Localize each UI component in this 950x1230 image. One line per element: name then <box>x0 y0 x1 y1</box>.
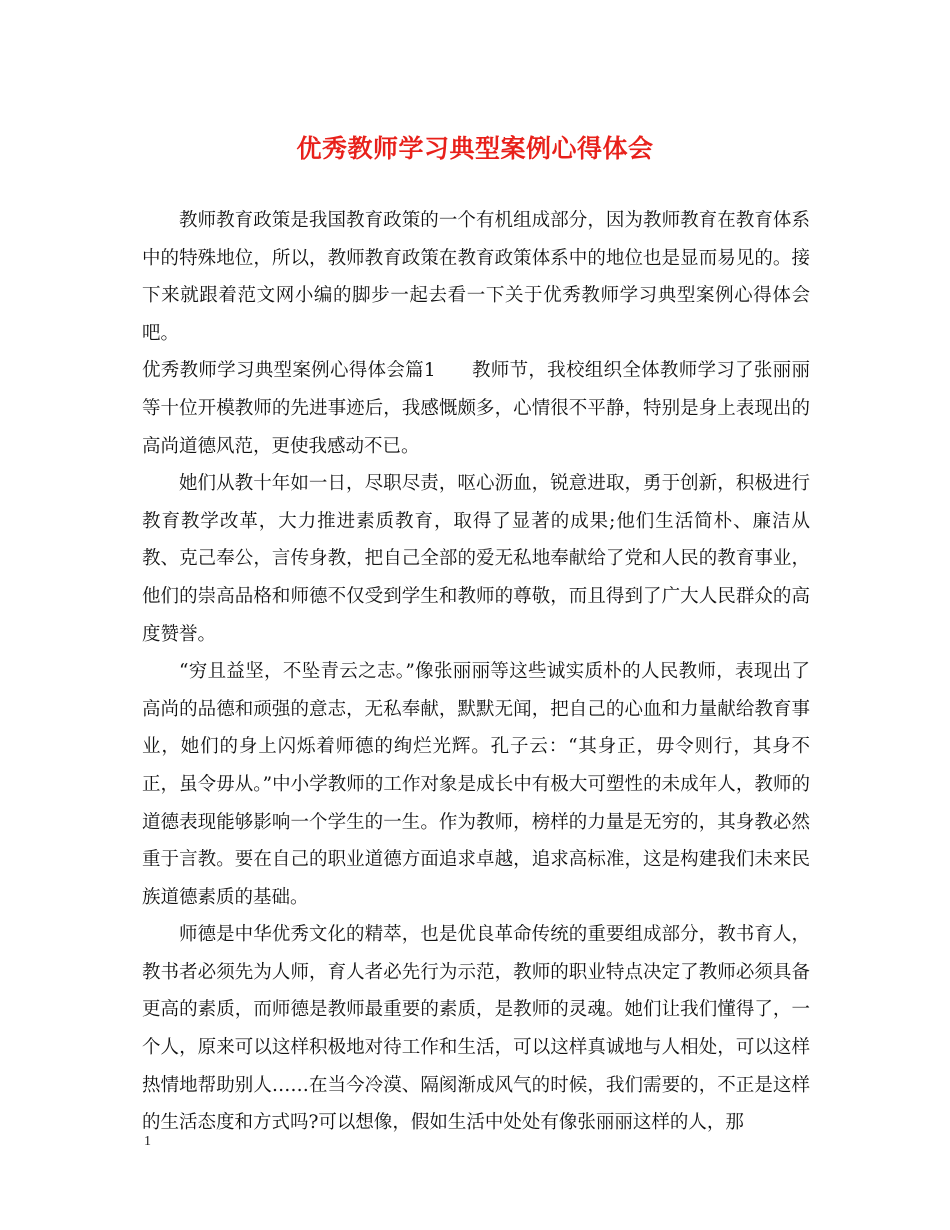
body-paragraph: 师德是中华优秀文化的精萃，也是优良革命传统的重要组成部分，教书育人，教书者必须先为人师，育人者必先行为示范，教师的职业特点决定了教师必须具备更高的素质，而师德是教师最重要的素质，是教师的灵魂。她们让我们懂得了，一个人，原来可以这样积极地对待工作和生活，可以这样真诚地与人相处，可以这样热情地帮助别人……在当今冷漠、隔阂渐成风气的时候，我们需要的，不正是这样的生活态度和方式吗?可以想像，假如生活中处处有像张丽丽这样的人，那 <box>142 924 810 1134</box>
body-paragraph: 她们从教十年如一日，尽职尽责，呕心沥血，锐意进取，勇于创新，积极进行教育教学改革，大力推进素质教育，取得了显著的成果;他们生活简朴、廉洁从教、克己奉公，言传身教，把自己全部的爱无私地奉献给了党和人民的教育事业，他们的崇高品格和师德不仅受到学生和教师的尊敬，而且得到了广大人民群众的高度赞誉。 <box>142 473 810 645</box>
page-number: 1 <box>144 1134 151 1149</box>
document-body <box>142 202 810 1142</box>
section-heading: 优秀教师学习典型案例心得体会篇1 <box>142 360 436 382</box>
section-first-paragraph: 教师节，我校组织全体教师学习了张丽丽等十位开模教师的先进事迹后，我感慨颇多，心情很不平静，特别是身上表现出的高尚道德风范，更使我感动不已。 <box>142 360 810 457</box>
body-paragraph: “穷且益坚，不坠青云之志。”像张丽丽等这些诚实质朴的人民教师，表现出了高尚的品德和顽强的意志，无私奉献，默默无闻，把自己的心血和力量献给教育事业，她们的身上闪烁着师德的绚烂光辉。孔子云：“其身正，毋令则行，其身不正，虽令毋从。”中小学教师的工作对象是成长中有极大可塑性的未成年人，教师的道德表现能够影响一个学生的一生。作为教师，榜样的力量是无穷的，其身教必然重于言教。要在自己的职业道德方面追求卓越，追求高标准，这是构建我们未来民族道德素质的基础。 <box>142 661 810 908</box>
document-title: 优秀教师学习典型案例心得体会 <box>296 134 654 163</box>
section-paragraph <box>142 352 810 465</box>
intro-paragraph: 教师教育政策是我国教育政策的一个有机组成部分，因为教师教育在教育体系中的特殊地位，所以，教师教育政策在教育政策体系中的地位也是显而易见的。接下来就跟着范文网小编的脚步一起去看一下关于优秀教师学习典型案例心得体会吧。 <box>142 210 810 344</box>
